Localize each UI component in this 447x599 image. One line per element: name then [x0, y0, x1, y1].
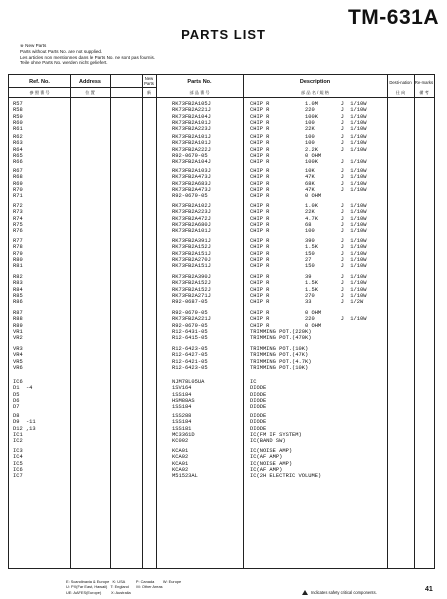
ref-cell: D9 -11 [13, 419, 36, 426]
table-row [9, 263, 434, 269]
ref-cell: R74 [13, 215, 23, 222]
description-cell: CHIP R 33 J 1/2W [250, 299, 364, 306]
parts-no-cell: RK73FB2A683J [172, 180, 211, 187]
parts-no-cell: R92-0679-05 [172, 153, 208, 160]
parts-no-cell: RK73FB2A680J [172, 222, 211, 229]
description-cell: CHIP R 68 J 1/10W [250, 222, 367, 229]
description-cell: CHIP R 150 J 1/10W [250, 250, 367, 257]
ref-cell: IC6 [13, 379, 23, 385]
parts-table [8, 74, 435, 569]
ref-cell: IC7 [13, 473, 23, 480]
row-group [9, 274, 434, 306]
parts-no-cell: R92-0679-05 [172, 322, 208, 329]
parts-no-cell: RK73FB2A472J [172, 215, 211, 222]
description-cell: TRIMMING POT.(47K) [250, 352, 309, 359]
page-title: PARTS LIST [181, 27, 266, 42]
description-cell: CHIP R 100K J 1/10W [250, 159, 367, 166]
model-number: TM-631A [347, 6, 439, 29]
parts-no-cell: R12-6427-05 [172, 352, 208, 359]
description-cell: TRIMMING POT.(220K) [250, 329, 312, 336]
note-en: Parts without Parts No. are not supplied. [20, 48, 103, 54]
description-cell: CHIP R 1.5K J 1/10W [250, 244, 367, 251]
row-group [9, 134, 434, 166]
description-cell: IC(2H ELECTRIC VOLUME) [250, 473, 322, 480]
ref-cell: R70 [13, 187, 23, 194]
parts-no-cell: KC002 [172, 438, 189, 445]
legend-line: U: PX(Far East, Hawaii) T: England M: Other Areas [66, 584, 163, 590]
description-cell: CHIP R 100K J 1/10W [250, 113, 367, 120]
parts-no-cell: RK73FB2A152J [172, 286, 211, 293]
description-cell: DIODE [250, 391, 267, 398]
ref-cell: IC1 [13, 432, 23, 439]
parts-no-cell: 1SS184 [172, 419, 192, 426]
warning-triangle-icon [302, 590, 308, 595]
note-fr: Les articles non mentionnes dans le Parts No. ne sont pas fournis. [20, 54, 156, 60]
description-cell: CHIP R 100 J 1/10W [250, 134, 367, 140]
ref-cell: R62 [13, 134, 23, 140]
safety-text: Indicates safety critical components. [311, 590, 377, 595]
notes [20, 43, 155, 66]
note-de: Teile ohne Parts No. werden nicht geliefert. [20, 60, 108, 66]
parts-no-cell: RK73FB2A221J [172, 107, 211, 114]
row-group [9, 310, 434, 342]
description-cell: CHIP R 10K J 1/10W [250, 168, 367, 174]
header-address: Address [78, 79, 101, 85]
table-row [9, 299, 434, 305]
ref-cell: VR5 [13, 358, 23, 365]
parts-no-cell: RK73FB2A104J [172, 159, 211, 166]
legend-line: UE: AAFES(Europe) X: Australia [66, 589, 131, 595]
ref-cell: R80 [13, 257, 23, 264]
parts-no-cell: 1SS181 [172, 425, 192, 432]
description-cell: CHIP R 68K J 1/10W [250, 180, 367, 187]
parts-no-cell: R92-0687-05 [172, 299, 208, 306]
header-parts-jp: 部 品 番 号 [189, 90, 210, 95]
table-row [9, 126, 434, 132]
description-cell: IC(BAND SW) [250, 438, 286, 445]
description-cell: IC [250, 379, 257, 385]
description-cell: CHIP R 390 J 1/10W [250, 238, 367, 244]
ref-cell: R79 [13, 250, 23, 257]
legend-line: E: Scandinavia & Europe K: USA P: Canada W: Europe [66, 579, 182, 584]
parts-no-cell: 1SS288 [172, 413, 192, 419]
header-destination: Desti-nation [389, 80, 412, 85]
ref-cell: R75 [13, 222, 23, 229]
description-cell: TRIMMING POT.(10K) [250, 346, 309, 352]
description-cell: CHIP R 2.2K J 1/10W [250, 146, 367, 153]
parts-no-cell: RK73FB2A223J [172, 209, 211, 216]
header-description: Description [299, 79, 331, 85]
row-group [9, 346, 434, 371]
header-rem-jp: 備 考 [419, 90, 429, 95]
ref-cell: R73 [13, 209, 23, 216]
parts-no-cell: RK73FB2A221J [172, 316, 211, 323]
parts-no-cell: 1SS184 [172, 391, 192, 398]
ref-cell: R58 [13, 107, 23, 114]
description-cell: CHIP R 27 J 1/10W [250, 257, 367, 264]
parts-no-cell: RK73FB2A101J [172, 120, 211, 127]
ref-cell: IC6 [13, 467, 23, 474]
description-cell: CHIP R 39 J 1/10W [250, 274, 367, 280]
description-cell: DIODE [250, 404, 267, 411]
description-cell: DIODE [250, 425, 267, 432]
header-ref-jp: 参 照 番 号 [29, 90, 50, 95]
ref-cell: IC2 [13, 438, 23, 445]
ref-cell: D7 [13, 404, 20, 411]
parts-no-cell: RK73FB2A473J [172, 187, 211, 194]
table-row [9, 335, 434, 341]
ref-cell: R85 [13, 293, 23, 300]
description-cell: CHIP R 1.5K J 1/10W [250, 286, 367, 293]
description-cell: IC(AF AMP) [250, 467, 283, 474]
ref-cell: D1 -4 [13, 385, 33, 392]
description-cell: TRIMMING POT.(10K) [250, 365, 309, 372]
parts-no-cell: KCA02 [172, 467, 189, 474]
description-cell: DIODE [250, 419, 267, 426]
parts-no-cell: RK73FB2A101J [172, 140, 211, 147]
ref-cell: R76 [13, 228, 23, 235]
description-cell: IC(FM IF SYSTEM) [250, 432, 302, 439]
description-cell: CHIP R 150 J 1/10W [250, 263, 367, 270]
ref-cell: R61 [13, 126, 23, 133]
parts-no-cell: RK73FB2A102J [172, 203, 211, 209]
description-cell: CHIP R 1.0M J 1/10W [250, 101, 367, 107]
parts-no-cell: HSM88AS [172, 398, 195, 405]
table-row [9, 193, 434, 199]
header-new-parts: New Parts [144, 76, 154, 86]
header-desc-jp: 部 品 名 / 規 格 [301, 90, 329, 95]
parts-no-cell: RK73FB2A151J [172, 250, 211, 257]
parts-no-cell: RK73FB2A270J [172, 257, 211, 264]
parts-no-cell: KCA01 [172, 448, 189, 454]
row-group [9, 238, 434, 270]
parts-no-cell: RK73FB2A271J [172, 293, 211, 300]
parts-no-cell: KCA01 [172, 460, 189, 467]
page-number: 41 [425, 586, 433, 593]
description-cell: CHIP R 270 J 1/10W [250, 293, 367, 300]
ref-cell: VR3 [13, 346, 23, 352]
description-cell: IC(NOISE AMP) [250, 448, 293, 454]
row-group [9, 448, 434, 480]
description-cell: CHIP R 100 J 1/10W [250, 120, 367, 127]
safety-note [302, 590, 377, 595]
header-new-jp: 新 [146, 90, 152, 95]
ref-cell: R77 [13, 238, 23, 244]
ref-cell: R57 [13, 101, 23, 107]
description-cell: IC(AF AMP) [250, 454, 283, 461]
description-cell: TRIMMING POT.(470K) [250, 335, 312, 342]
header-ref: Ref. No. [29, 79, 50, 85]
ref-cell: R65 [13, 153, 23, 160]
ref-cell: IC5 [13, 460, 23, 467]
parts-no-cell: RK73FB2A101J [172, 134, 211, 140]
description-cell: DIODE [250, 398, 267, 405]
ref-cell: D6 [13, 398, 20, 405]
parts-no-cell: RK73FB2A152J [172, 244, 211, 251]
parts-no-cell: RK73FB2A101J [172, 228, 211, 235]
ref-cell: R68 [13, 174, 23, 181]
description-cell: CHIP R 22K J 1/10W [250, 209, 367, 216]
ref-cell: VR2 [13, 335, 23, 342]
table-row [9, 228, 434, 234]
parts-no-cell: RK73FB2A390J [172, 274, 211, 280]
description-cell: CHIP R 1.0K J 1/10W [250, 203, 367, 209]
description-cell: DIODE [250, 413, 267, 419]
header-parts-no: Parts No. [187, 79, 212, 85]
parts-no-cell: RK73FB2A152J [172, 280, 211, 287]
ref-cell: R60 [13, 120, 23, 127]
description-cell: CHIP R 4.7K J 1/10W [250, 215, 367, 222]
ref-cell: R83 [13, 280, 23, 287]
parts-no-cell: R12-6423-05 [172, 346, 208, 352]
table-row [9, 404, 434, 410]
parts-no-cell: R92-0679-05 [172, 310, 208, 316]
ref-cell: R78 [13, 244, 23, 251]
parts-no-cell: R12-6423-05 [172, 365, 208, 372]
parts-no-cell: RK73FB2A151J [172, 263, 211, 270]
parts-no-cell: RK73FB2A223J [172, 126, 211, 133]
description-cell: CHIP R 1.5K J 1/10W [250, 280, 367, 287]
parts-no-cell: RK73FB2A222J [172, 146, 211, 153]
ref-cell: R63 [13, 140, 23, 147]
table-row [9, 159, 434, 165]
ref-cell: VR6 [13, 365, 23, 372]
description-cell: CHIP R 22K J 1/10W [250, 126, 367, 133]
parts-no-cell: RK73FB2A104J [172, 113, 211, 120]
ref-cell: R72 [13, 203, 23, 209]
description-cell: CHIP R 0 OHM [250, 193, 322, 200]
row-group [9, 101, 434, 133]
ref-cell: D5 [13, 391, 20, 398]
parts-no-cell: R12-6431-05 [172, 329, 208, 336]
ref-cell: R64 [13, 146, 23, 153]
ref-cell: R67 [13, 168, 23, 174]
ref-cell: R59 [13, 113, 23, 120]
parts-no-cell: 1SS184 [172, 404, 192, 411]
ref-cell: R89 [13, 322, 23, 329]
parts-no-cell: R12-6421-05 [172, 358, 208, 365]
ref-cell: R88 [13, 316, 23, 323]
description-cell: IC(NOISE AMP) [250, 460, 293, 467]
description-cell: CHIP R 0 OHM [250, 310, 322, 316]
parts-rows [9, 98, 434, 568]
parts-no-cell: R92-0679-05 [172, 193, 208, 200]
ref-cell: R81 [13, 263, 23, 270]
description-cell: CHIP R 100 J 1/10W [250, 228, 367, 235]
ref-cell: R86 [13, 299, 23, 306]
parts-no-cell: RK73FB2A391J [172, 238, 211, 244]
table-row [9, 473, 434, 479]
note-new-parts: ※ New Parts [20, 43, 47, 48]
ref-cell: D8 [13, 413, 20, 419]
ref-cell: VR4 [13, 352, 23, 359]
parts-no-cell: M51523AL [172, 473, 198, 480]
description-cell: CHIP R 100 J 1/10W [250, 140, 367, 147]
row-group [9, 168, 434, 200]
parts-no-cell: 1SV164 [172, 385, 192, 392]
ref-cell: R69 [13, 180, 23, 187]
parts-no-cell: KCA02 [172, 454, 189, 461]
row-group [9, 379, 434, 411]
ref-cell: IC4 [13, 454, 23, 461]
description-cell: TRIMMING POT.(4.7K) [250, 358, 312, 365]
header-address-jp: 位 置 [85, 90, 95, 95]
description-cell: CHIP R 0 OHM [250, 322, 322, 329]
row-group [9, 203, 434, 235]
ref-cell: R66 [13, 159, 23, 166]
table-row [9, 438, 434, 444]
destination-legend [66, 579, 181, 595]
header-remarks: Re-marks [414, 80, 434, 85]
parts-no-cell: MC3361D [172, 432, 195, 439]
ref-cell: VR1 [13, 329, 23, 336]
description-cell: CHIP R 47K J 1/10W [250, 174, 367, 181]
header-dest-jp: 仕 向 [395, 90, 406, 95]
description-cell: CHIP R 47K J 1/10W [250, 187, 367, 194]
description-cell: CHIP R 220 J 1/10W [250, 316, 367, 323]
header-subdivider [9, 87, 156, 88]
parts-no-cell: R12-6415-05 [172, 335, 208, 342]
description-cell: DIODE [250, 385, 267, 392]
ref-cell: R71 [13, 193, 23, 200]
ref-cell: R87 [13, 310, 23, 316]
parts-no-cell: RK73FB2A473J [172, 174, 211, 181]
ref-cell: D12 ,13 [13, 425, 36, 432]
ref-cell: IC3 [13, 448, 23, 454]
parts-no-cell: NJM78L05UA [172, 379, 205, 385]
ref-cell: R84 [13, 286, 23, 293]
row-group [9, 413, 434, 445]
description-cell: CHIP R 0 OHM [250, 153, 322, 160]
parts-no-cell: RK73FB2A103J [172, 168, 211, 174]
parts-no-cell: RK73FB2A105J [172, 101, 211, 107]
table-row [9, 365, 434, 371]
description-cell: CHIP R 220 J 1/10W [250, 107, 367, 114]
ref-cell: R82 [13, 274, 23, 280]
